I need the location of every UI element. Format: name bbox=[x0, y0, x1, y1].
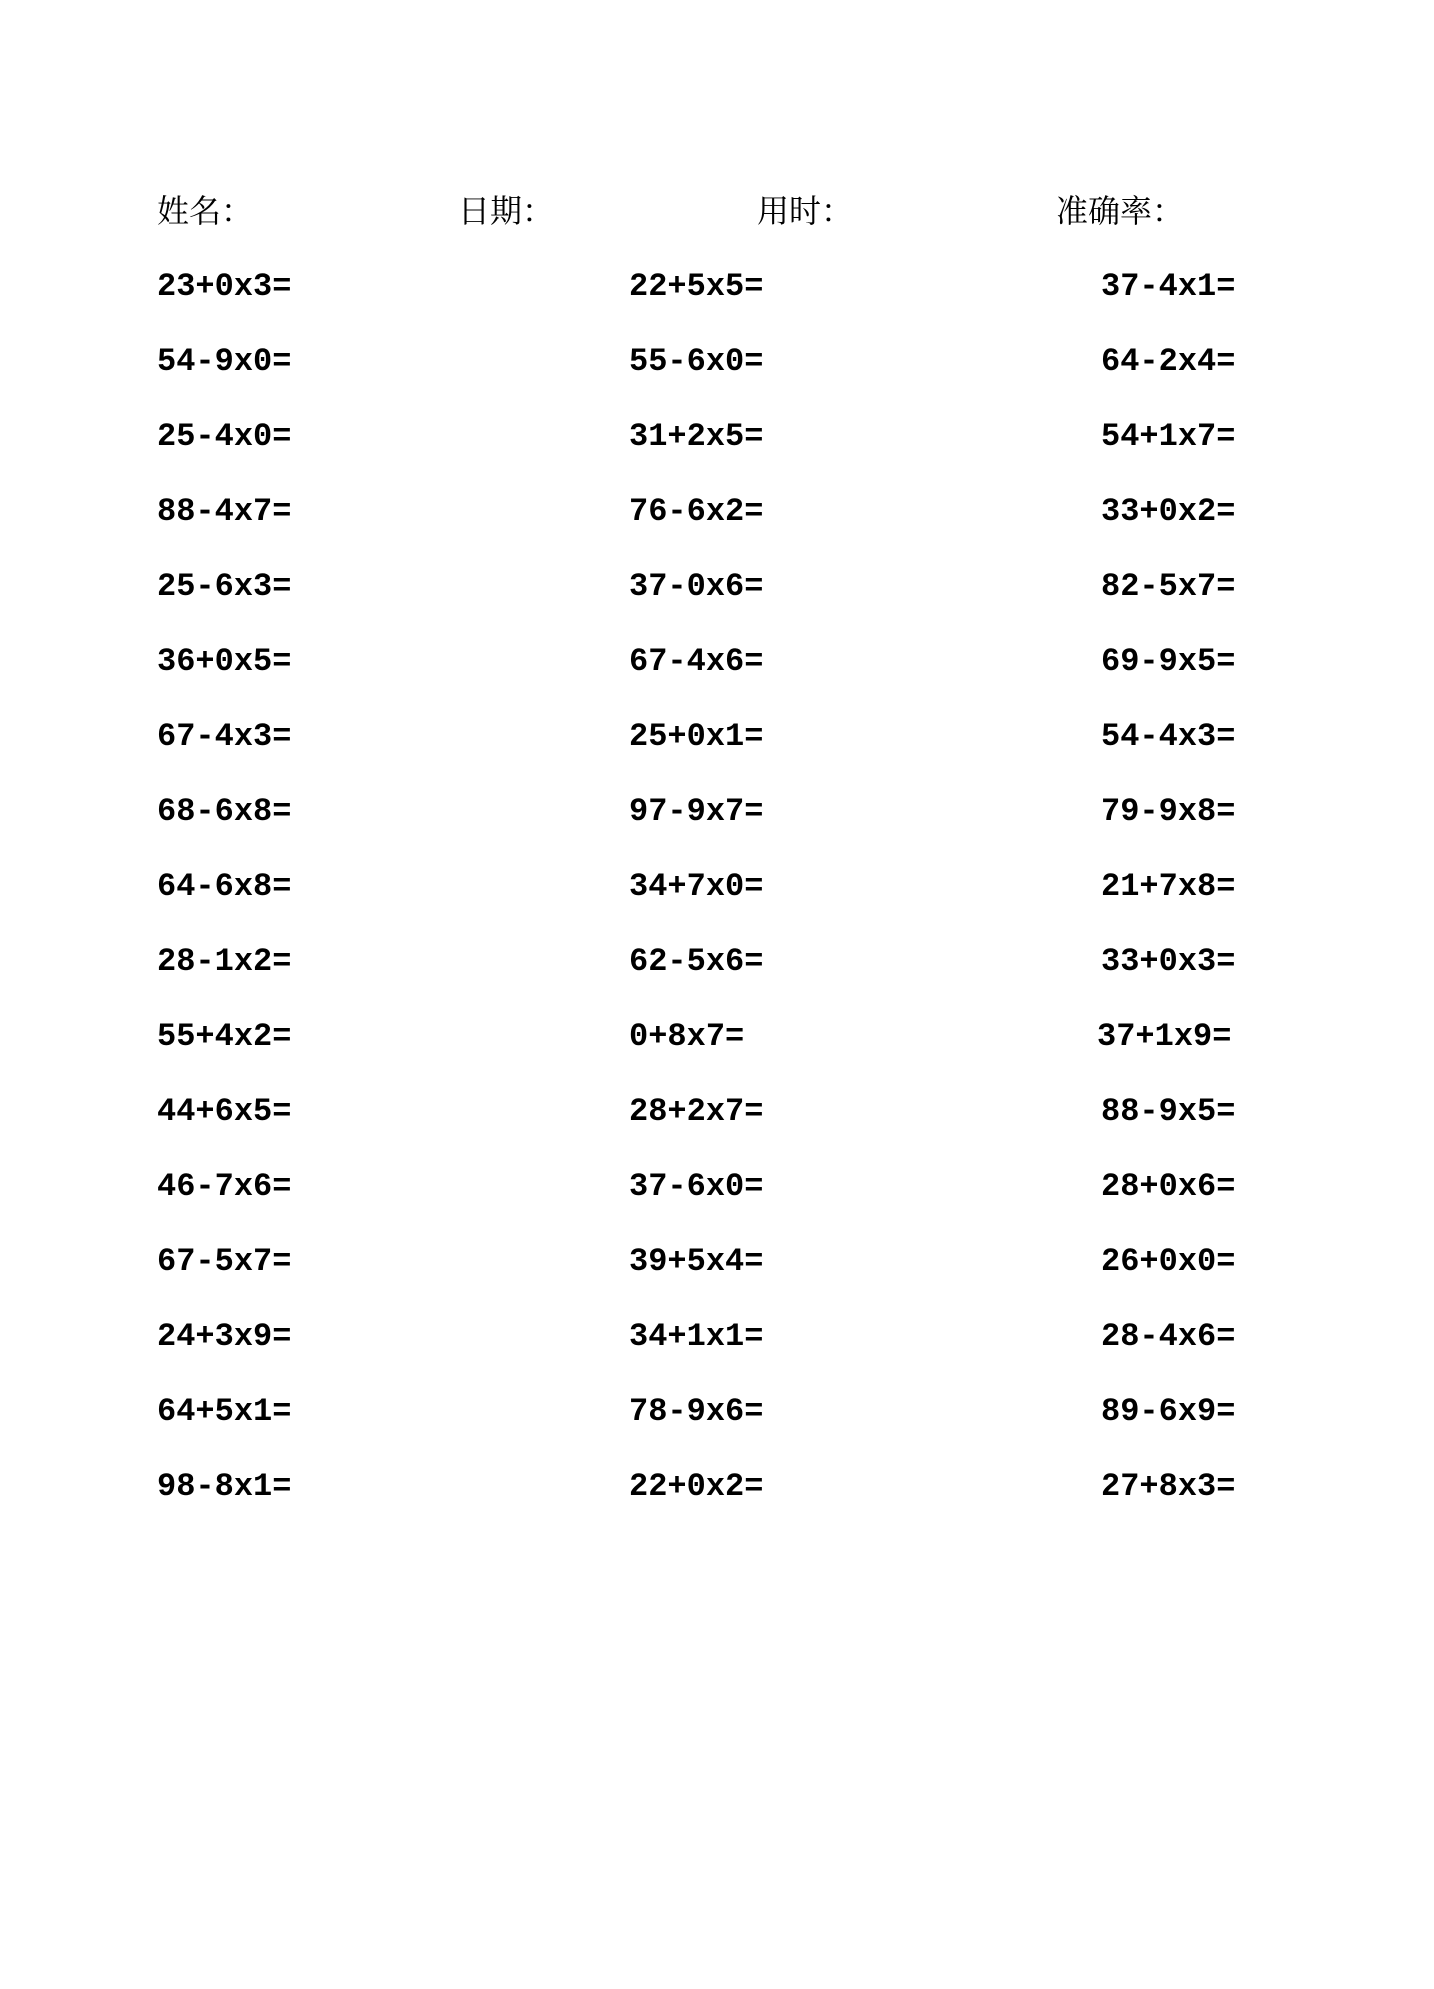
problem-item: 33+0x2= bbox=[1101, 493, 1236, 530]
problem-item: 21+7x8= bbox=[1101, 868, 1236, 905]
problem-item: 36+0x5= bbox=[157, 643, 292, 680]
problem-item: 55+4x2= bbox=[157, 1018, 292, 1055]
problem-item: 25-4x0= bbox=[157, 418, 292, 455]
problem-row bbox=[0, 487, 1434, 537]
problem-row bbox=[0, 262, 1434, 312]
problem-item: 28+2x7= bbox=[629, 1093, 764, 1130]
problem-item: 25+0x1= bbox=[629, 718, 764, 755]
problem-item: 98-8x1= bbox=[157, 1468, 292, 1505]
problem-item: 89-6x9= bbox=[1101, 1393, 1236, 1430]
problem-item: 37-0x6= bbox=[629, 568, 764, 605]
problem-item: 28-4x6= bbox=[1101, 1318, 1236, 1355]
problem-row bbox=[0, 1012, 1434, 1062]
problem-item: 88-4x7= bbox=[157, 493, 292, 530]
problem-item: 44+6x5= bbox=[157, 1093, 292, 1130]
problem-row bbox=[0, 862, 1434, 912]
problem-row bbox=[0, 712, 1434, 762]
date-label: 日期： bbox=[458, 192, 555, 230]
problem-item: 64-2x4= bbox=[1101, 343, 1236, 380]
problem-item: 28+0x6= bbox=[1101, 1168, 1236, 1205]
problem-item: 28-1x2= bbox=[157, 943, 292, 980]
name-label: 姓名： bbox=[157, 192, 254, 230]
problem-row bbox=[0, 337, 1434, 387]
problem-item: 64+5x1= bbox=[157, 1393, 292, 1430]
problem-item: 68-6x8= bbox=[157, 793, 292, 830]
problem-item: 64-6x8= bbox=[157, 868, 292, 905]
problem-row bbox=[0, 1237, 1434, 1287]
problem-item: 88-9x5= bbox=[1101, 1093, 1236, 1130]
problem-item: 31+2x5= bbox=[629, 418, 764, 455]
problem-row bbox=[0, 1462, 1434, 1512]
problem-item: 97-9x7= bbox=[629, 793, 764, 830]
problem-item: 79-9x8= bbox=[1101, 793, 1236, 830]
problem-item: 39+5x4= bbox=[629, 1243, 764, 1280]
problem-item: 37+1x9= bbox=[1097, 1018, 1232, 1055]
problem-item: 54-9x0= bbox=[157, 343, 292, 380]
problem-item: 22+0x2= bbox=[629, 1468, 764, 1505]
problem-item: 62-5x6= bbox=[629, 943, 764, 980]
problem-row bbox=[0, 1162, 1434, 1212]
problem-item: 67-4x6= bbox=[629, 643, 764, 680]
problem-item: 34+7x0= bbox=[629, 868, 764, 905]
problem-row bbox=[0, 412, 1434, 462]
problem-item: 22+5x5= bbox=[629, 268, 764, 305]
problem-row bbox=[0, 637, 1434, 687]
problem-item: 67-4x3= bbox=[157, 718, 292, 755]
problem-item: 33+0x3= bbox=[1101, 943, 1236, 980]
problem-item: 69-9x5= bbox=[1101, 643, 1236, 680]
problem-row bbox=[0, 937, 1434, 987]
problem-item: 0+8x7= bbox=[629, 1018, 745, 1055]
problem-item: 25-6x3= bbox=[157, 568, 292, 605]
problem-item: 37-6x0= bbox=[629, 1168, 764, 1205]
problem-item: 24+3x9= bbox=[157, 1318, 292, 1355]
problem-item: 37-4x1= bbox=[1101, 268, 1236, 305]
problem-item: 55-6x0= bbox=[629, 343, 764, 380]
worksheet-header bbox=[0, 186, 1434, 236]
problem-item: 26+0x0= bbox=[1101, 1243, 1236, 1280]
problem-item: 54-4x3= bbox=[1101, 718, 1236, 755]
problem-row bbox=[0, 562, 1434, 612]
problem-item: 76-6x2= bbox=[629, 493, 764, 530]
problem-row bbox=[0, 1312, 1434, 1362]
problem-row bbox=[0, 1087, 1434, 1137]
problem-row bbox=[0, 1387, 1434, 1437]
accuracy-label: 准确率： bbox=[1056, 192, 1185, 230]
problem-item: 34+1x1= bbox=[629, 1318, 764, 1355]
problem-item: 46-7x6= bbox=[157, 1168, 292, 1205]
time-used-label: 用时： bbox=[757, 192, 854, 230]
problem-item: 67-5x7= bbox=[157, 1243, 292, 1280]
problem-item: 27+8x3= bbox=[1101, 1468, 1236, 1505]
problem-item: 82-5x7= bbox=[1101, 568, 1236, 605]
problem-item: 23+0x3= bbox=[157, 268, 292, 305]
problem-item: 78-9x6= bbox=[629, 1393, 764, 1430]
problem-item: 54+1x7= bbox=[1101, 418, 1236, 455]
problem-row bbox=[0, 787, 1434, 837]
